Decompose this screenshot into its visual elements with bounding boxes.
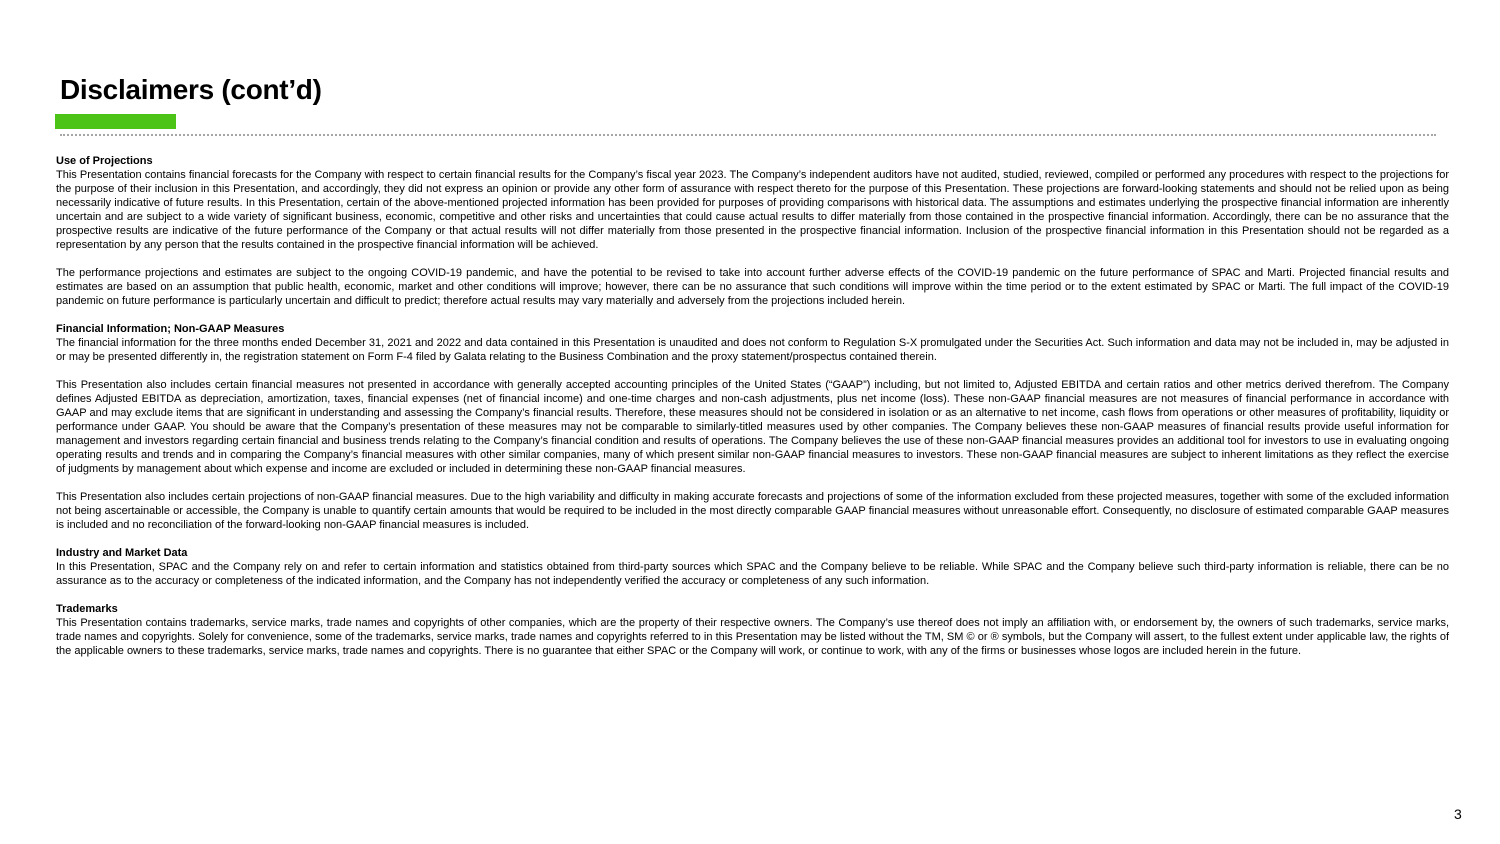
section-heading: Use of Projections <box>56 155 153 167</box>
disclaimer-body <box>56 154 1449 658</box>
section-paragraph: This Presentation also includes certain projections of non-GAAP financial measures. Due to the high variability and difficulty in making accurate forecasts and projections of some of the information excluded from these projected measures, together with some of the excluded information not being ascertainable or accessible, the Company is unable to quantify certain amounts that would be required to be included in the most directly comparable GAAP financial measures without unreasonable effort. Consequently, no disclosure of estimated comparable GAAP measures is included and no reconciliation of the forward-looking non-GAAP financial measures is included. <box>56 491 1449 531</box>
section-paragraph: In this Presentation, SPAC and the Company rely on and refer to certain information and statistics obtained from third-party sources which SPAC and the Company believe to be reliable. While SPAC and the Company believe such third-party information is reliable, there can be no assurance as to the accuracy or completeness of the indicated information, and the Company has not independently verified the accuracy or completeness of any such information. <box>56 561 1449 587</box>
section-paragraph: This Presentation also includes certain financial measures not presented in accordance with generally accepted accounting principles of the United States (“GAAP”) including, but not limited to, Adjusted EBITDA and certain ratios and other metrics derived therefrom. The Company defines Adjusted EBITDA as depreciation, amortization, taxes, financial expenses (net of financial income) and one-time charges and non-cash adjustments, plus net income (loss). These non-GAAP financial measures are not measures of financial performance in accordance with GAAP and may exclude items that are significant in understanding and assessing the Company’s financial results. Therefore, these measures should not be considered in isolation or as an alternative to net income, cash flows from operations or other measures of profitability, liquidity or performance under GAAP. You should be aware that the Company’s presentation of these measures may not be comparable to similarly-titled measures used by other companies. The Company believes these non-GAAP measures of financial results provide useful information for management and investors regarding certain financial and business trends relating to the Company’s financial condition and results of operations. The Company believes the use of these non-GAAP financial measures provides an additional tool for investors to use in evaluating ongoing operating results and trends and in comparing the Company’s financial measures with other similar companies, many of which present similar non-GAAP financial measures to investors. These non-GAAP financial measures are subject to inherent limitations as they reflect the exercise of judgments by management about which expense and income are excluded or included in determining these non-GAAP financial measures. <box>56 379 1449 475</box>
title-accent-bar <box>55 114 176 129</box>
section-paragraph: This Presentation contains trademarks, service marks, trade names and copyrights of other companies, which are the property of their respective owners. The Company’s use thereof does not imply an affiliation with, or endorsement by, the owners of such trademarks, service marks, trade names and copyrights. Solely for convenience, some of the trademarks, service marks, trade names and copyrights referred to in this Presentation may be listed without the TM, SM © or ® symbols, but the Company will assert, to the fullest extent under applicable law, the rights of the applicable owners to these trademarks, service marks, trade names and copyrights. There is no guarantee that either SPAC or the Company will work, or continue to work, with any of the firms or businesses whose logos are included herein in the future. <box>56 617 1449 657</box>
section-paragraph: The financial information for the three months ended December 31, 2021 and 2022 and data contained in this Presentation is unaudited and does not conform to Regulation S-X promulgated under the Securities Act. Such information and data may not be included in, may be adjusted in or may be presented differently in, the registration statement on Form F-4 filed by Galata relating to the Business Combination and the proxy statement/prospectus contained therein. <box>56 337 1449 363</box>
paragraph-spacer <box>56 364 1449 378</box>
section-paragraph: The performance projections and estimates are subject to the ongoing COVID-19 pandemic, and have the potential to be revised to take into account further adverse effects of the COVID-19 pandemic on the future performance of SPAC and Marti. Projected financial results and estimates are based on an assumption that public health, economic, market and other conditions will improve; however, there can be no assurance that such conditions will improve within the time period or to the extent estimated by SPAC or Marti. The full impact of the COVID-19 pandemic on future performance is particularly uncertain and difficult to predict; therefore actual results may vary materially and adversely from the projections included herein. <box>56 267 1449 307</box>
section-trademarks <box>56 602 1449 658</box>
section-spacer <box>56 308 1449 322</box>
section-use-of-projections <box>56 154 1449 308</box>
section-heading: Financial Information; Non-GAAP Measures <box>56 323 285 335</box>
title-divider <box>60 134 1436 136</box>
paragraph-spacer <box>56 476 1449 490</box>
section-spacer <box>56 588 1449 602</box>
section-paragraph: This Presentation contains financial forecasts for the Company with respect to certain financial results for the Company’s fiscal year 2023. The Company’s independent auditors have not audited, studied, reviewed, compiled or performed any procedures with respect to the projections for the purpose of their inclusion in this Presentation, and accordingly, they did not express an opinion or provide any other form of assurance with respect thereto for the purpose of this Presentation. These projections are forward-looking statements and should not be relied upon as being necessarily indicative of future results. In this Presentation, certain of the above-mentioned projected information has been provided for purposes of providing comparisons with historical data. The assumptions and estimates underlying the prospective financial information are inherently uncertain and are subject to a wide variety of significant business, economic, competitive and other risks and uncertainties that could cause actual results to differ materially from those contained in the prospective financial information. Accordingly, there can be no assurance that the prospective results are indicative of the future performance of the Company or that actual results will not differ materially from those presented in the prospective financial information. Inclusion of the prospective financial information in this Presentation should not be regarded as a representation by any person that the results contained in the prospective financial information will be achieved. <box>56 169 1449 251</box>
page-number: 3 <box>1454 806 1462 822</box>
page-title: Disclaimers (cont’d) <box>60 74 322 105</box>
section-spacer <box>56 532 1449 546</box>
section-heading: Trademarks <box>56 603 118 615</box>
section-heading: Industry and Market Data <box>56 547 188 559</box>
section-industry-market-data <box>56 546 1449 588</box>
paragraph-spacer <box>56 252 1449 266</box>
section-financial-information <box>56 322 1449 532</box>
